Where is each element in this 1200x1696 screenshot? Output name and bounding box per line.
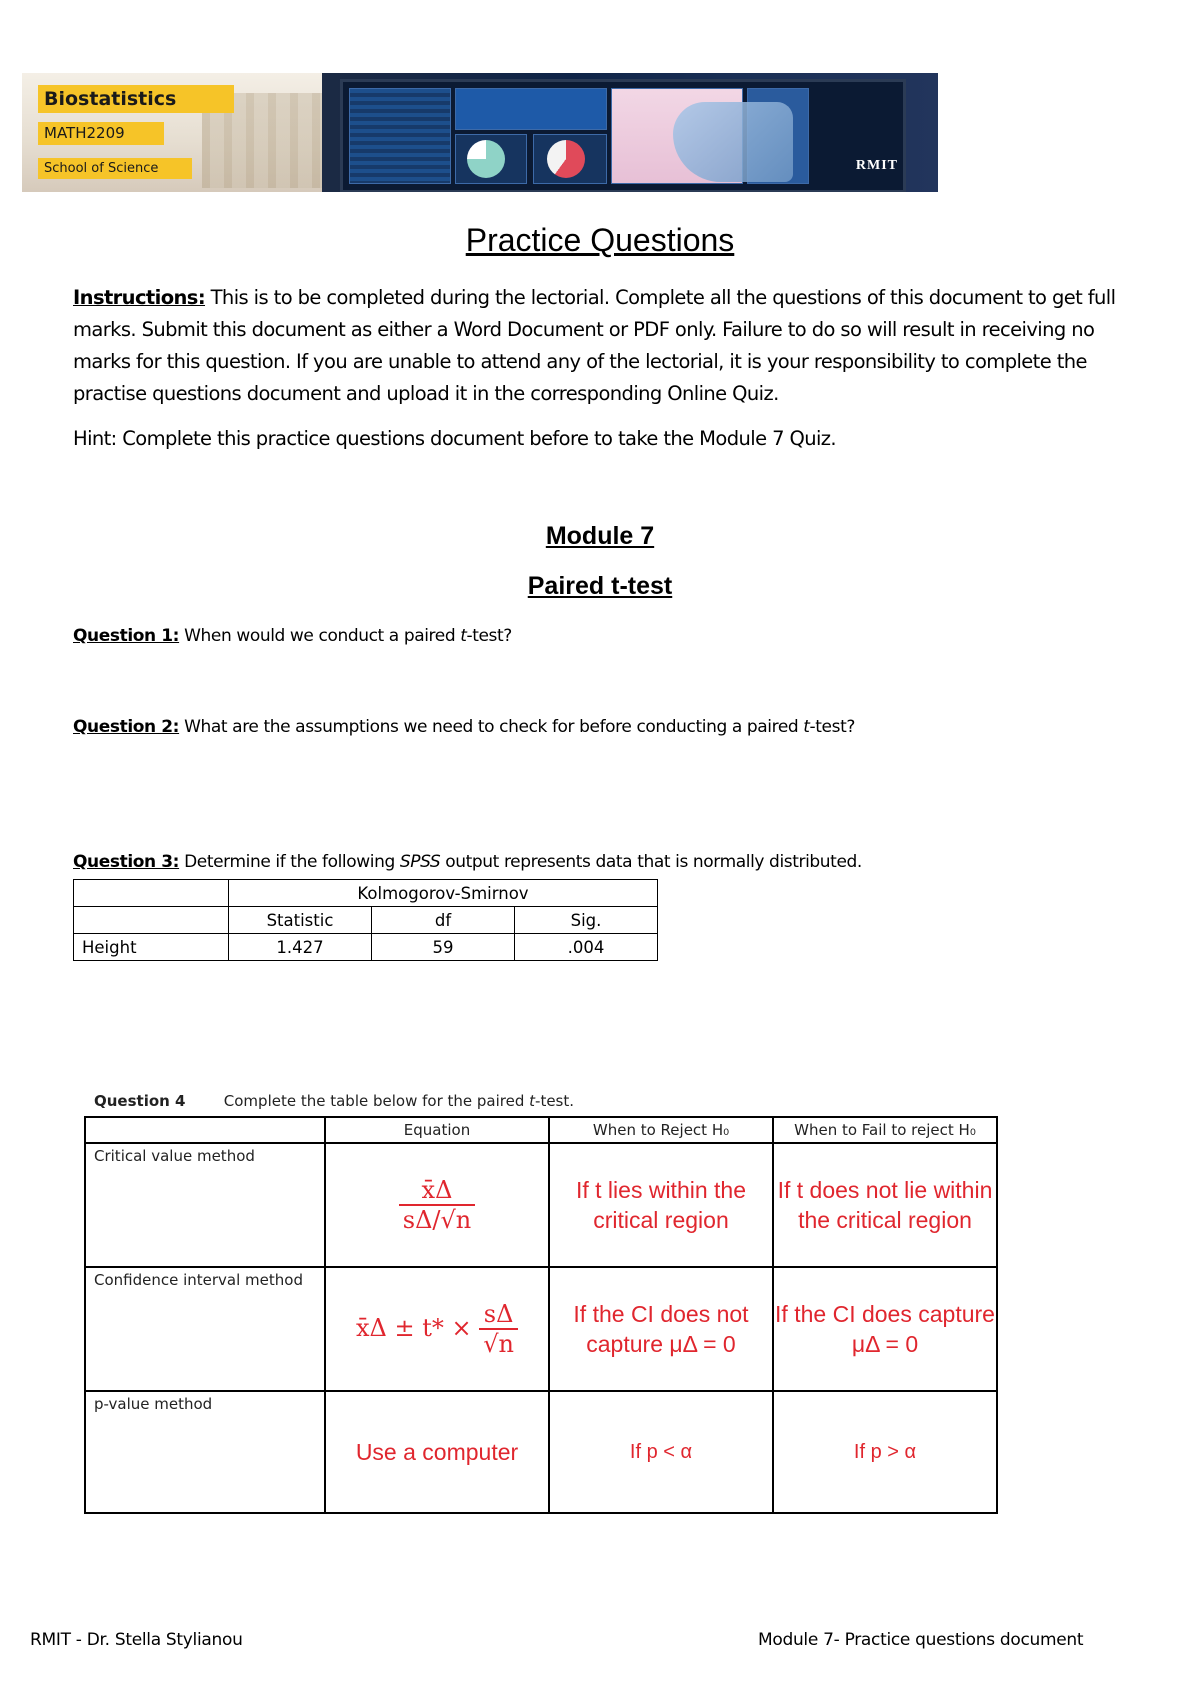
table-row bbox=[85, 1143, 997, 1267]
question-label: Question 1: bbox=[73, 626, 180, 646]
question-text: Determine if the following bbox=[184, 852, 400, 872]
method-label: Critical value method bbox=[85, 1143, 325, 1267]
table-row bbox=[85, 1267, 997, 1391]
banner-monitor-image bbox=[340, 79, 906, 192]
question-text: Complete the table below for the paired bbox=[223, 1092, 530, 1110]
equation-denominator: √n bbox=[483, 1330, 514, 1358]
paired-t-test-methods-table bbox=[84, 1116, 998, 1514]
spss-normality-table bbox=[73, 879, 658, 961]
question-text: -test. bbox=[535, 1092, 575, 1110]
table-cell-empty bbox=[74, 880, 229, 907]
question-3 bbox=[73, 852, 862, 872]
table-cell: .004 bbox=[515, 934, 658, 961]
reject-cell: If p < α bbox=[549, 1391, 773, 1513]
reject-cell: If t lies within the critical region bbox=[549, 1143, 773, 1267]
banner-pie-icon bbox=[467, 140, 505, 178]
question-var: t bbox=[803, 717, 810, 737]
column-header: When to Fail to reject H₀ bbox=[773, 1117, 997, 1143]
column-header: When to Reject H₀ bbox=[549, 1117, 773, 1143]
question-1 bbox=[73, 626, 512, 646]
footer-right: Module 7- Practice questions document bbox=[758, 1630, 1084, 1650]
table-cell: 1.427 bbox=[229, 934, 372, 961]
instructions-label: Instructions: bbox=[73, 286, 206, 309]
rmit-logo: RMIT bbox=[855, 158, 898, 173]
instructions-paragraph bbox=[73, 282, 1133, 410]
module-title: Module 7 bbox=[545, 522, 655, 550]
equation-numerator: x̄Δ bbox=[399, 1176, 475, 1206]
instructions-text: This is to be completed during the lectorial. Complete all the questions of this document to get full marks. Submit this document as either a Word Document or PDF only. Failure to do so will result in receiving no marks for this question. If you are unable to attend any of the lectorial, it is your responsibility to complete the practise questions document and upload it in the corresponding Online Quiz. bbox=[73, 286, 1116, 405]
equation-denominator: sΔ/√n bbox=[402, 1206, 472, 1234]
confidence-interval-equation bbox=[355, 1300, 518, 1358]
question-var: t bbox=[529, 1092, 536, 1110]
module-topic: Paired t-test bbox=[527, 572, 673, 600]
table-cell-empty bbox=[74, 907, 229, 934]
question-4-heading bbox=[94, 1092, 574, 1110]
question-var: SPSS bbox=[399, 852, 441, 872]
table-row bbox=[85, 1391, 997, 1513]
question-2 bbox=[73, 717, 855, 737]
table-cell-empty bbox=[85, 1117, 325, 1143]
fail-to-reject-cell: If p > α bbox=[773, 1391, 997, 1513]
question-label: Question 2: bbox=[73, 717, 180, 737]
column-header: Statistic bbox=[229, 907, 372, 934]
banner-course-title: Biostatistics bbox=[38, 85, 234, 113]
question-label: Question 3: bbox=[73, 852, 180, 872]
page-title: Practice Questions bbox=[465, 222, 735, 258]
hint-text: Hint: Complete this practice questions document before to take the Module 7 Quiz. bbox=[73, 427, 837, 450]
column-header: Sig. bbox=[515, 907, 658, 934]
equation-cell bbox=[325, 1267, 549, 1391]
question-text: What are the assumptions we need to check for before conducting a paired bbox=[184, 717, 804, 737]
question-text: When would we conduct a paired bbox=[184, 626, 461, 646]
table-row bbox=[74, 934, 658, 961]
banner-hand-image bbox=[673, 102, 793, 182]
equation-cell bbox=[325, 1143, 549, 1267]
equation-numerator: sΔ bbox=[479, 1300, 518, 1330]
header-banner bbox=[22, 73, 938, 192]
table-group-header: Kolmogorov-Smirnov bbox=[229, 880, 658, 907]
method-label: p-value method bbox=[85, 1391, 325, 1513]
question-text: -test? bbox=[809, 717, 855, 737]
method-label: Confidence interval method bbox=[85, 1267, 325, 1391]
test-statistic-equation bbox=[399, 1176, 475, 1234]
equation-cell: Use a computer bbox=[325, 1391, 549, 1513]
equation-left: x̄Δ ± t* × bbox=[355, 1313, 472, 1342]
column-header: df bbox=[372, 907, 515, 934]
banner-pie-icon bbox=[547, 140, 585, 178]
question-var: t bbox=[460, 626, 467, 646]
fail-to-reject-cell: If the CI does capture μΔ = 0 bbox=[773, 1267, 997, 1391]
column-header: Equation bbox=[325, 1117, 549, 1143]
question-text: output represents data that is normally distributed. bbox=[440, 852, 862, 872]
fail-to-reject-cell: If t does not lie within the critical region bbox=[773, 1143, 997, 1267]
table-cell: 59 bbox=[372, 934, 515, 961]
footer-left: RMIT - Dr. Stella Stylianou bbox=[30, 1630, 243, 1650]
question-text: -test? bbox=[466, 626, 512, 646]
row-label: Height bbox=[74, 934, 229, 961]
banner-school: School of Science bbox=[38, 158, 192, 179]
question-label: Question 4 bbox=[94, 1092, 186, 1110]
reject-cell: If the CI does not capture μΔ = 0 bbox=[549, 1267, 773, 1391]
banner-course-code: MATH2209 bbox=[38, 122, 164, 145]
